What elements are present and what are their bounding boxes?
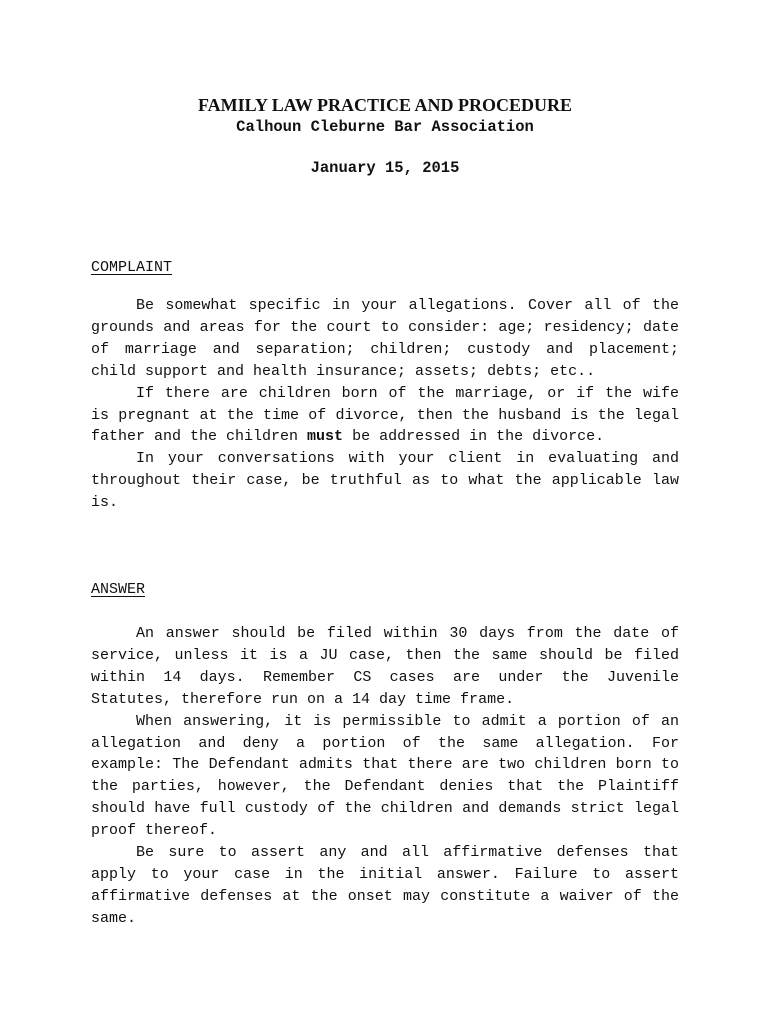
complaint-paragraph-2-text-start: If there are children born of the marriage, or if the wife is pregnant at the time of divorce, then the husband is the legal father and the children <box>91 384 679 446</box>
complaint-paragraph-3: In your conversations with your client in evaluating and throughout their case, be truthful as to what the applicable law is. <box>91 450 679 512</box>
emphasis-must: must <box>307 428 344 446</box>
document-title: FAMILY LAW PRACTICE AND PROCEDURE <box>197 95 573 115</box>
complaint-paragraph-2 <box>91 383 679 449</box>
document-subtitle: Calhoun Cleburne Bar Association <box>236 118 534 136</box>
document-date: January 15, 2015 <box>310 159 460 177</box>
answer-paragraph-3: Be sure to assert any and all affirmative defenses that apply to your case in the initial answer. Failure to assert affirmative defenses at the onset may constitute a waiver of the same. <box>91 844 679 927</box>
complaint-paragraph-2-text-end: be addressed in the divorce. <box>343 428 605 446</box>
complaint-paragraph-1: Be somewhat specific in your allegations. Cover all of the grounds and areas for the court to consider: age; residency; date of marriage and separation; children; custody and placement; child support and health insurance; assets; debts; etc.. <box>91 297 679 380</box>
complaint-section-body <box>91 295 679 514</box>
section-heading-answer: ANSWER <box>91 581 146 598</box>
answer-paragraph-2: When answering, it is permissible to admit a portion of an allegation and deny a portion of the same allegation. For example: The Defendant admits that there are two children born to the parties, however, the Defendant denies that the Plaintiff should have full custody of the children and demands strict legal proof thereof. <box>91 712 679 840</box>
section-heading-complaint: COMPLAINT <box>91 259 173 276</box>
answer-paragraph-1: An answer should be filed within 30 days from the date of service, unless it is a JU case, then the same should be filed within 14 days. Remember CS cases are under the Juvenile Statutes, therefore run on a 14 day time frame. <box>91 625 679 708</box>
answer-section-body <box>91 623 679 930</box>
